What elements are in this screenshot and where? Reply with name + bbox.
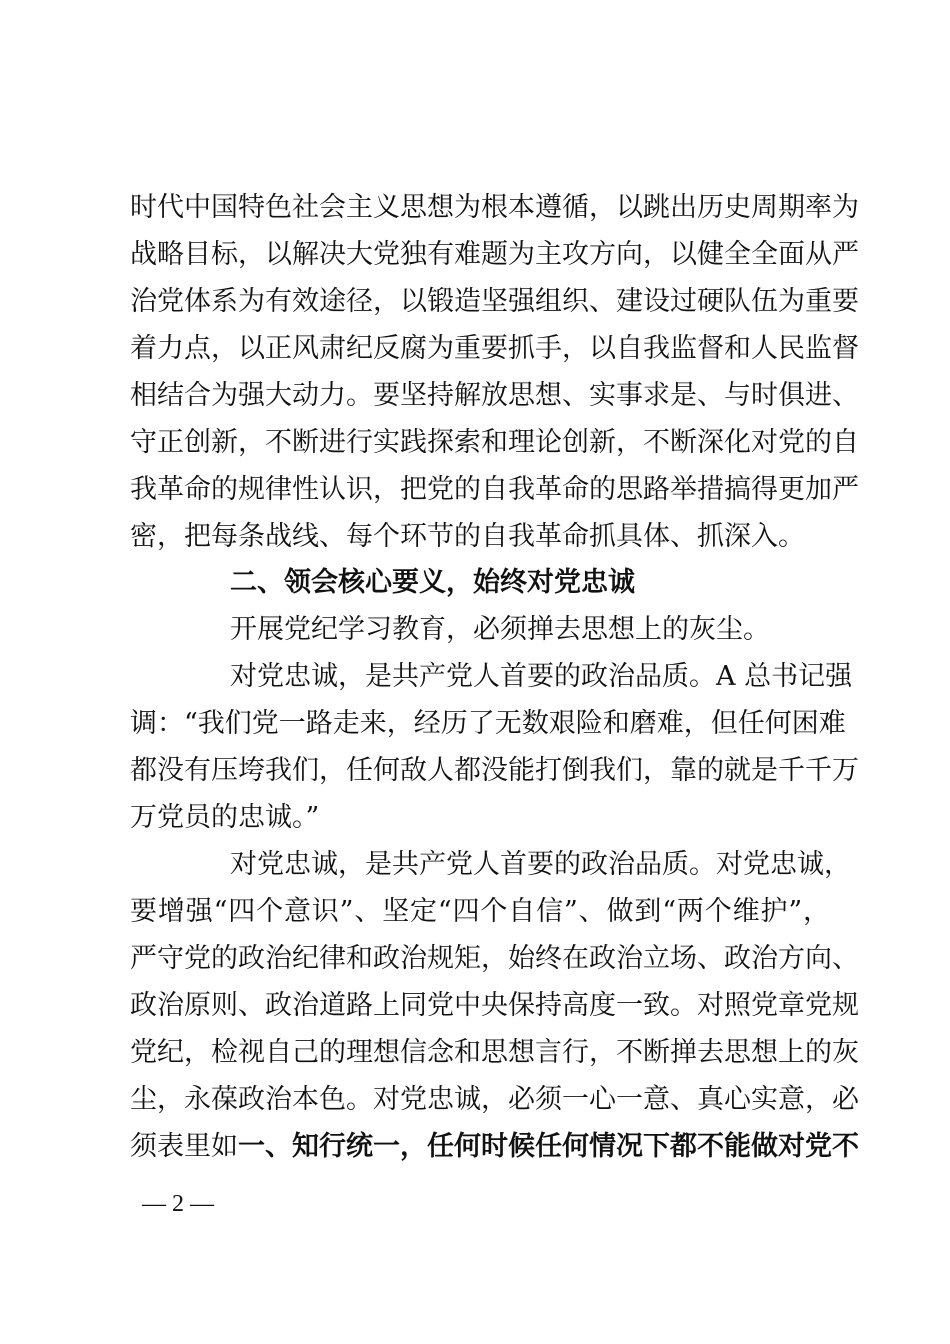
body-line: 严守党的政治纪律和政治规矩，始终在政治立场、政治方向、 [130,943,859,974]
body-line: 守正创新，不断进行实践探索和理论创新，不断深化对党的自 [130,427,859,458]
body-line: 密，把每条战线、每个环节的自我革命抓具体、抓深入。 [130,521,805,552]
body-line: 对党忠诚，是共产党人首要的政治品质。A 总书记强 [230,661,853,692]
page-number: — 2 — [142,1191,214,1217]
body-line: 着力点，以正风肃纪反腐为重要抓手，以自我监督和人民监督 [130,333,859,364]
body-line: 万党员的忠诚。” [130,802,320,833]
body-line: 时代中国特色社会主义思想为根本遵循，以跳出历史周期率为 [130,192,859,223]
paragraph-intro: 开展党纪学习教育，必须掸去思想上的灰尘。 [230,614,770,645]
body-line-mixed [130,1127,859,1167]
body-line: 党纪，检视自己的理想信念和思想言行，不断掸去思想上的灰 [130,1037,859,1068]
body-text-normal: 须表里如 [130,1131,238,1162]
body-line: 相结合为强大动力。要坚持解放思想、实事求是、与时俱进、 [130,380,859,411]
section-heading: 二、领会核心要义，始终对党忠诚 [230,567,635,598]
body-line: 对党忠诚，是共产党人首要的政治品质。对党忠诚， [230,849,851,880]
body-line: 我革命的规律性认识，把党的自我革命的思路举措搞得更加严 [130,474,859,505]
body-line: 战略目标，以解决大党独有难题为主攻方向，以健全全面从严 [130,239,859,270]
body-line: 都没有压垮我们，任何敌人都没能打倒我们，靠的就是千千万 [130,755,859,786]
body-line: 政治原则、政治道路上同党中央保持高度一致。对照党章党规 [130,990,859,1021]
body-text-bold: 一、知行统一，任何时候任何情况下都不能做对党不 [238,1131,859,1162]
body-line: 调：“我们党一路走来，经历了无数艰险和磨难，但任何困难 [130,708,846,739]
body-line: 要增强“四个意识”、坚定“四个自信”、做到“两个维护”， [130,896,830,927]
body-line: 尘，永葆政治本色。对党忠诚，必须一心一意、真心实意，必 [130,1084,859,1115]
body-line: 治党体系为有效途径，以锻造坚强组织、建设过硬队伍为重要 [130,286,859,317]
